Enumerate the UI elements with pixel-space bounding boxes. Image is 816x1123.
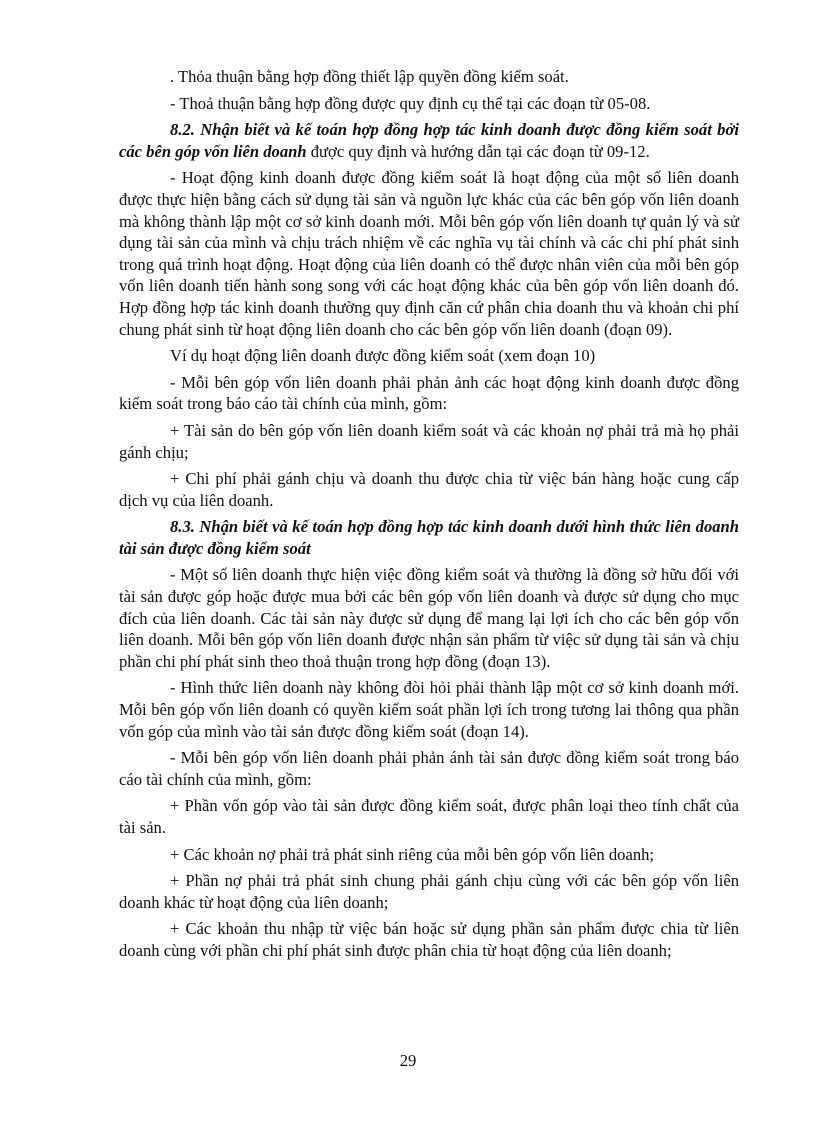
list-item-own-liabilities: + Các khoản nợ phải trả phát sinh riêng của mỗi bên góp vốn liên doanh; (170, 844, 655, 864)
paragraph-agreement-establish: . Thỏa thuận bằng hợp đồng thiết lập quyền đồng kiểm soát. (170, 67, 569, 86)
paragraph-agreement-specified: - Thoả thuận bằng hợp đồng được quy định cụ thể tại các đoạn từ 05-08. (170, 93, 651, 113)
paragraph-example: Ví dụ hoạt động liên doanh được đồng kiểm soát (xem đoạn 10) (170, 346, 596, 366)
section-8-2-tail: được quy định và hướng dẫn tại các đoạn từ 09-12. (306, 141, 650, 161)
paragraph-jointly-controlled-assets: - Một số liên doanh thực hiện việc đồng kiểm soát và thường là đồng sở hữu đối với tài sản được góp hoặc được mua bởi các bên góp vốn liên doanh và được sử dụng cho mục đích của liên doanh. Các tài sản này được sử dụng để mang lại lợi ích cho các bên góp vốn liên doanh. Mỗi bên góp vốn liên doanh được nhận sản phẩm từ việc sử dụng tài sản và chịu phần chi phí phát sinh theo thoả thuận trong hợp đồng (đoạn 13). (119, 565, 739, 671)
list-item-share-of-assets: + Phần vốn góp vào tài sản được đồng kiểm soát, được phân loại theo tính chất của tài sản. (119, 796, 739, 837)
paragraph-venturer-reports: - Mỗi bên góp vốn liên doanh phải phản ảnh các hoạt động kinh doanh được đồng kiểm soát trong báo cáo tài chính của mình, gồm: (119, 372, 739, 414)
list-item-shared-liabilities: + Phần nợ phải trả phát sinh chung phải gánh chịu cùng với các bên góp vốn liên doanh khác từ hoạt động của liên doanh; (119, 871, 739, 912)
document-page (119, 66, 739, 967)
section-8-3-heading: 8.3. Nhận biết và kế toán hợp đồng hợp tác kinh doanh dưới hình thức liên doanh tài sản được đồng kiểm soát (119, 517, 739, 558)
list-item-expenses-revenue: + Chi phí phải gánh chịu và doanh thu được chia từ việc bán hàng hoặc cung cấp dịch vụ của liên doanh. (119, 469, 739, 510)
paragraph-no-new-entity: - Hình thức liên doanh này không đòi hỏi phải thành lập một cơ sở kinh doanh mới. Mỗi bên góp vốn liên doanh có quyền kiểm soát phần lợi ích trong tương lai thông qua phần vốn góp của mình vào tài sản được đồng kiểm soát (đoạn 14). (119, 678, 739, 741)
paragraph-jointly-controlled-operations: - Hoạt động kinh doanh được đồng kiểm soát là hoạt động của một số liên doanh được thực hiện bằng cách sử dụng tài sản và nguồn lực khác của các bên góp vốn liên doanh mà không thành lập một cơ sở kinh doanh mới. Mỗi bên góp vốn liên doanh tự quản lý và sử dụng tài sản của mình và chịu trách nhiệm về các nghĩa vụ tài chính và các chi phí phát sinh trong quá trình hoạt động. Hoạt động của liên doanh có thể được nhân viên của mỗi bên góp vốn liên doanh tiến hành song song với các hoạt động khác của bên góp vốn liên doanh đó. Hợp đồng hợp tác kinh doanh thường quy định căn cứ phân chia doanh thu và khoản chi phí chung phát sinh từ hoạt động liên doanh cho các bên góp vốn liên doanh (đoạn 09). (119, 168, 739, 339)
page-number: 29 (399, 1051, 417, 1070)
section-8-2 (119, 119, 739, 162)
section-8-2-heading: 8.2. Nhận biết và kế toán hợp đồng hợp tác kinh doanh được đồng kiểm soát bởi các bên góp vốn liên doanh (119, 120, 739, 161)
paragraph-venturer-reports-assets: - Mỗi bên góp vốn liên doanh phải phản ánh tài sản được đồng kiểm soát trong báo cáo tài chính của mình, gồm: (119, 748, 739, 789)
list-item-assets-liabilities: + Tài sản do bên góp vốn liên doanh kiểm soát và các khoản nợ phải trả mà họ phải gánh chịu; (119, 420, 739, 462)
list-item-income-expenses: + Các khoản thu nhập từ việc bán hoặc sử dụng phần sản phẩm được chia từ liên doanh cùng với phần chi phí phát sinh được phân chia từ hoạt động của liên doanh; (119, 919, 739, 960)
section-8-3 (119, 516, 739, 559)
